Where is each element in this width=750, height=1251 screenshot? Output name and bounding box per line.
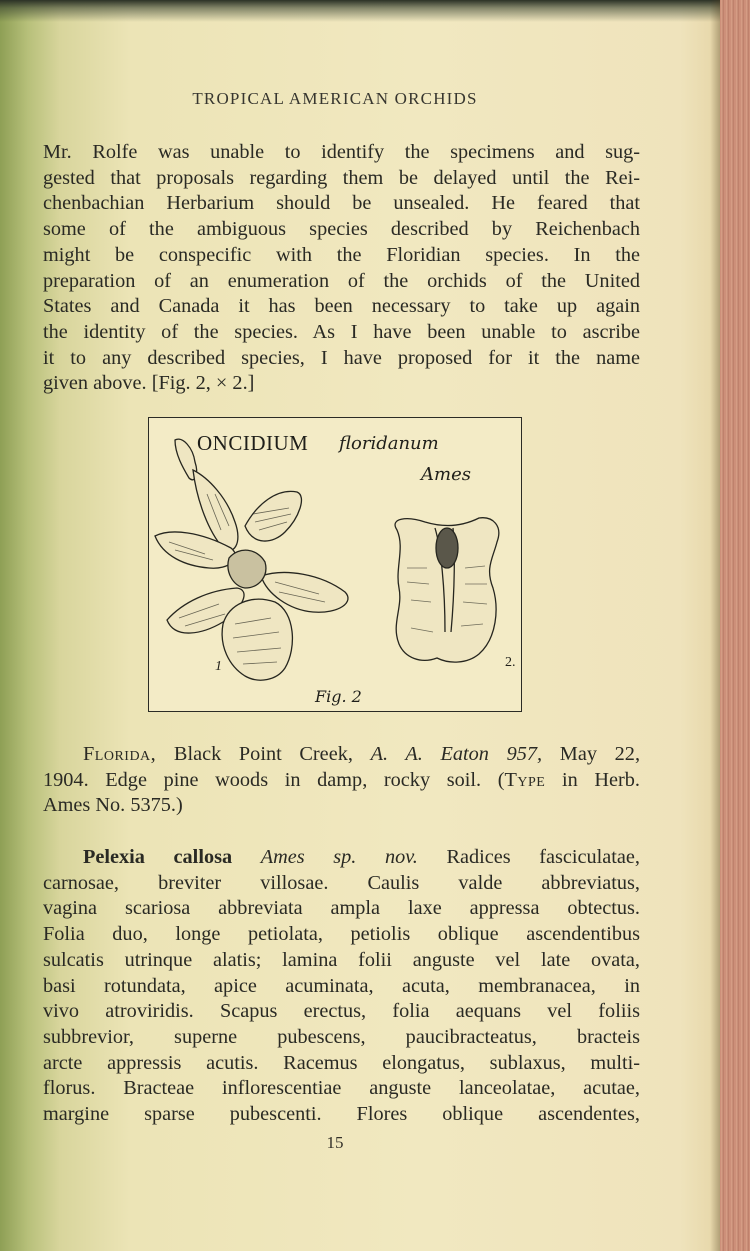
text-line: Mr. Rolfe was unable to identify the specimens and sug- [43, 141, 640, 163]
species-author: Ames sp. nov. [260, 846, 418, 868]
text-line: florus. Bracteae inflorescentiae anguste lanceolatae, acutae, [43, 1077, 640, 1100]
text-line: carnosae, breviter villosae. Caulis valde abbreviatus, [43, 871, 640, 894]
caption-type: Type [504, 768, 546, 791]
text-line: it to any described species, I have proposed for it the name [43, 346, 640, 369]
figure-author: Ames [421, 464, 471, 485]
flower-1-sketch [155, 439, 348, 680]
figure-title: ONCIDIUM [197, 431, 309, 455]
text-line: margine sparse pubescenti. Flores oblique ascendentes, [43, 1103, 640, 1126]
text-line: vagina scariosa abbreviata ampla laxe appressa obtectus. [43, 897, 640, 920]
text-line: subbrevior, superne pubescens, paucibracteatus, bracteis [43, 1025, 640, 1048]
species-name: Pelexia callosa [83, 846, 233, 868]
caption-collector: A. A. Eaton 957, [370, 743, 543, 765]
page-edge-shade [710, 0, 720, 1251]
caption-line-2 [43, 768, 640, 794]
text-line: preparation of an enumeration of the orchids of the United [43, 269, 640, 292]
page-number: 15 [326, 1133, 344, 1152]
text-line: given above. [Fig. 2, × 2.] [43, 372, 255, 395]
text-line: gested that proposals regarding them be delayed until the Rei- [43, 166, 640, 189]
paragraph-2 [43, 845, 640, 1128]
text-line: sulcatis utrinque alatis; lamina folii anguste vel late ovata, [43, 948, 640, 971]
page-stack-edge [720, 0, 750, 1251]
text-line: arcte appressis acutis. Racemus elongatus, sublaxus, multi- [43, 1051, 640, 1074]
orchid-drawing [149, 418, 521, 711]
text-line: some of the ambiguous species described by Reichenbach [43, 218, 640, 241]
figure-label-2: 2. [505, 655, 516, 670]
text-line: Folia duo, longe petiolata, petiolis oblique ascendentibus [43, 923, 640, 946]
caption-text: May 22, [542, 743, 641, 765]
caption-locality: Florida, [83, 743, 157, 765]
figure-caption [43, 742, 640, 819]
text-run: Radices fasciculatae, [446, 846, 641, 868]
flower-2-sketch [395, 518, 499, 662]
page-top-shadow [0, 0, 750, 22]
figure-label-1: 1 [215, 659, 222, 674]
running-head: TROPICAL AMERICAN ORCHIDS [192, 89, 478, 108]
paragraph-1 [43, 140, 640, 397]
caption-text: Black Point Creek, [156, 743, 371, 765]
text-line: basi rotundata, apice acuminata, acuta, membranacea, in [43, 974, 640, 997]
caption-text: in Herb. [545, 768, 640, 791]
text-line: States and Canada it has been necessary to take up again [43, 295, 640, 318]
text-line: the identity of the species. As I have been unable to ascribe [43, 320, 640, 343]
caption-line-3: Ames No. 5375.) [43, 794, 183, 817]
caption-line-1 [43, 742, 640, 768]
figure-2-illustration [148, 417, 522, 712]
text-line [43, 845, 640, 871]
figure-epithet: floridanum [339, 433, 439, 454]
text-line: vivo atroviridis. Scapus erectus, folia aequans vel foliis [43, 1000, 640, 1023]
text-line: chenbachian Herbarium should be unsealed. He feared that [43, 192, 640, 215]
text-line: might be conspecific with the Floridian species. In the [43, 243, 640, 266]
caption-text: 1904. Edge pine woods in damp, rocky soil. ( [43, 768, 505, 791]
figure-number-label: Fig. 2 [315, 687, 362, 706]
